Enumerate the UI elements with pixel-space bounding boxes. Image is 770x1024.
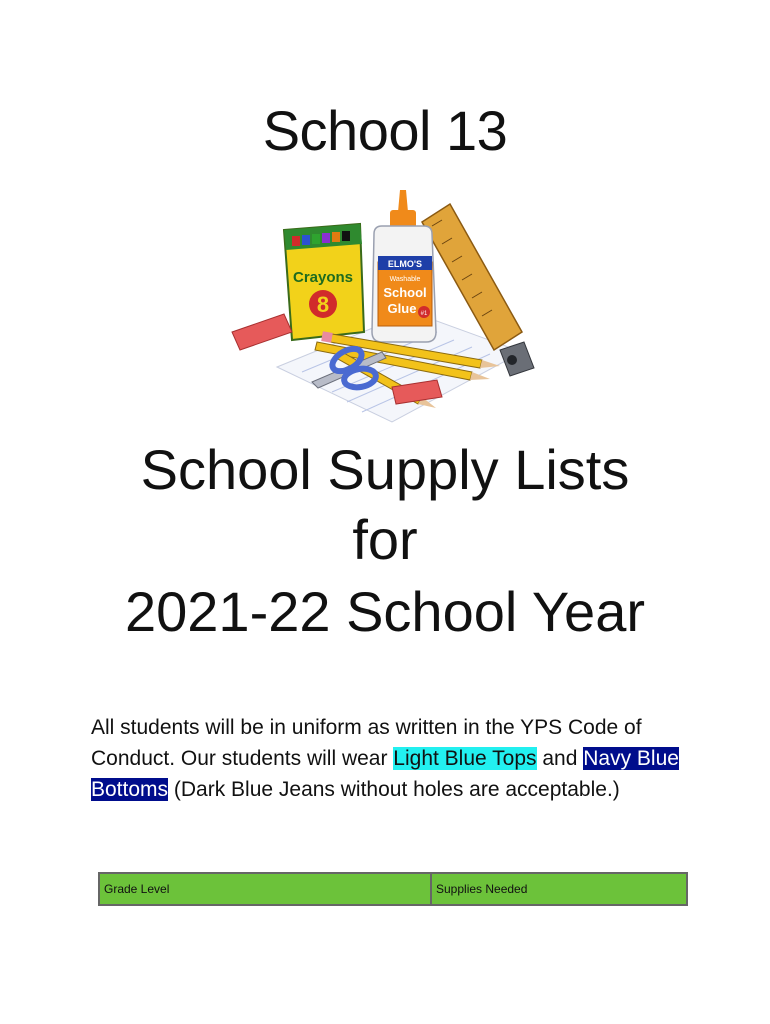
school-supplies-clipart	[222, 182, 542, 432]
supplies-needed-header: Supplies Needed	[431, 873, 687, 905]
notice-text-3: (Dark Blue Jeans without holes are acceptable.)	[168, 778, 620, 801]
crayon-box-count: 8	[316, 292, 330, 317]
table-header-row	[99, 873, 687, 905]
navy-blue-bottoms-highlight: Navy Blue Bottoms	[91, 747, 679, 801]
uniform-notice	[91, 712, 691, 805]
light-blue-tops-highlight: Light Blue Tops	[393, 747, 537, 770]
supply-table	[98, 872, 688, 906]
glue-badge: #1	[420, 311, 428, 317]
supply-list-heading: School Supply Lists	[140, 438, 630, 501]
crayon-box-label: Crayons	[292, 269, 354, 286]
crayon-box-icon	[284, 224, 364, 340]
glue-washable: Washable	[389, 276, 421, 283]
supply-list-heading-for: for	[352, 508, 418, 571]
school-title: School 13	[262, 99, 508, 162]
notice-text-1: All students will be in uniform as written in the YPS Code of Conduct. Our students will wear	[91, 716, 642, 770]
glue-bottle-icon	[372, 190, 436, 342]
school-year-heading: 2021-22 School Year	[125, 580, 645, 643]
glue-line1: School	[383, 285, 427, 300]
grade-level-header: Grade Level	[99, 873, 431, 905]
glue-brand: ELMO'S	[387, 259, 423, 269]
notice-text-2: and	[536, 747, 584, 770]
glue-line2: Glue	[387, 301, 417, 316]
